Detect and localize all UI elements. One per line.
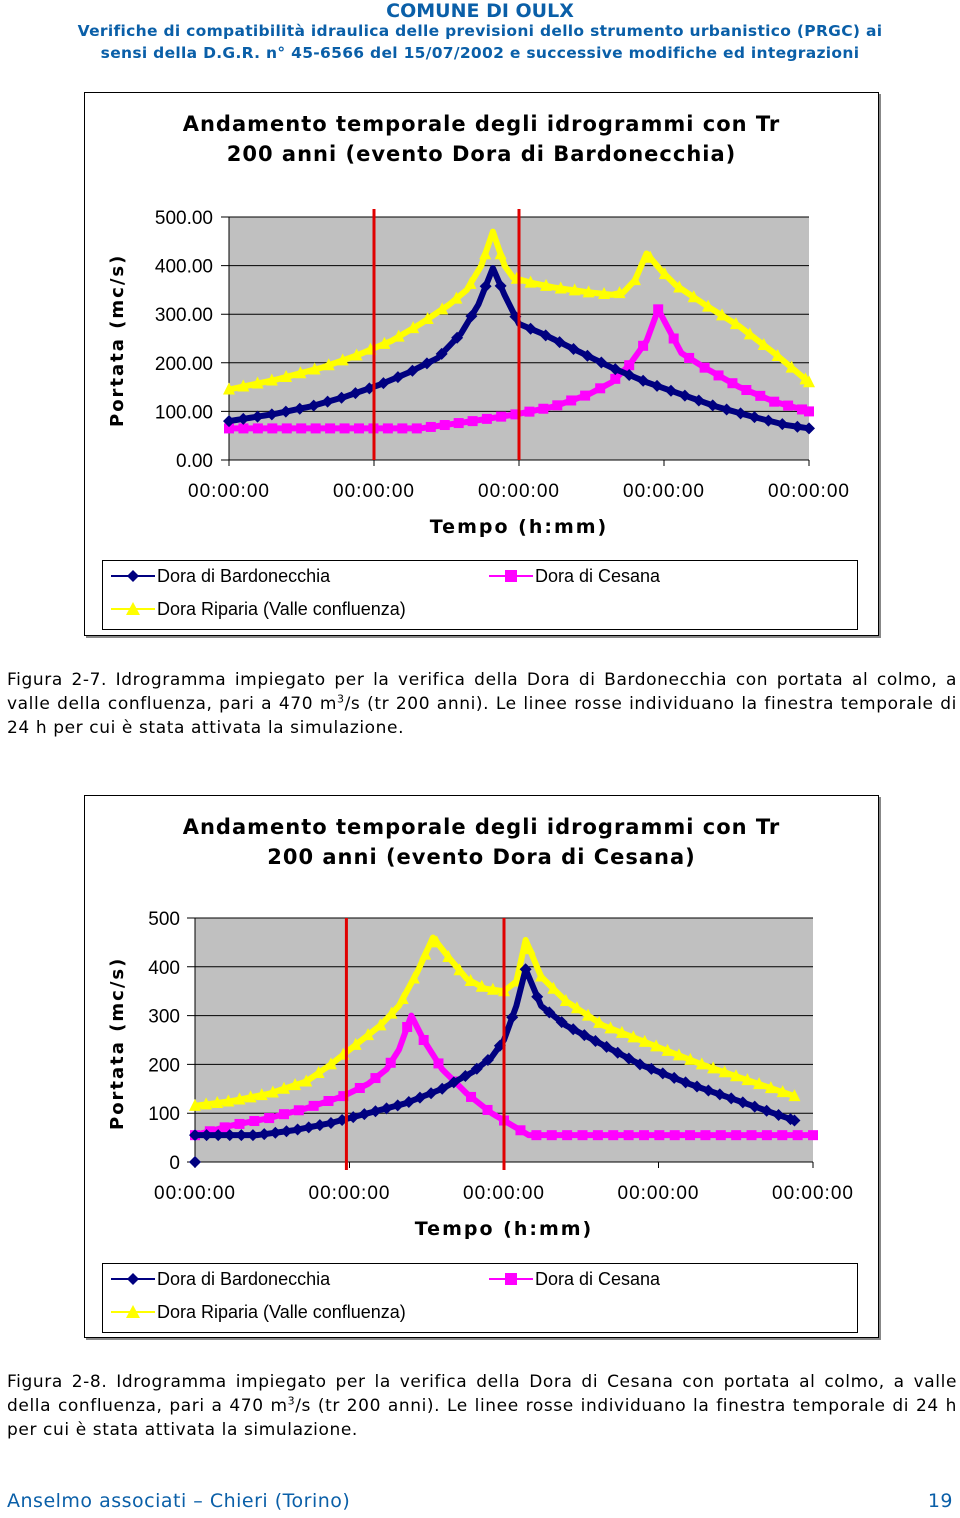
data-point [440,420,450,430]
chart-cesana [84,795,879,1338]
y-tick-label: 500 [148,909,180,930]
data-point [783,401,793,411]
x-tick-label: 00:00:00 [188,481,270,502]
x-tick-label: 00:00:00 [463,1183,545,1204]
x-tick-label: 00:00:00 [308,1183,391,1204]
data-point [624,1130,634,1140]
data-point [454,418,464,428]
data-point [639,1130,649,1140]
data-point [777,1130,787,1140]
data-point [593,1130,603,1140]
data-point [483,1105,493,1115]
chart-title-line2: 200 anni (evento Dora di Cesana) [267,845,696,869]
data-point [727,378,737,388]
data-point [808,1130,818,1140]
caption-text-cont: /s (tr 200 anni). Le linee rosse individuano la finestra temporale di 24 h per cui è stata attivata la simulazione. [7,694,957,738]
data-point [325,423,335,433]
data-point [669,334,679,344]
data-point [762,1130,772,1140]
data-point [624,360,634,370]
y-axis-label: Portata (mc/s) [107,253,128,427]
municipality-title: COMUNE DI OULX [386,0,574,22]
legend-symbol-bardonecchia [111,1270,155,1288]
legend-symbol-riparia [111,600,155,618]
x-axis-label: Tempo (h:mm) [414,1218,594,1240]
legend [102,560,858,630]
y-tick-label: 0 [169,1153,180,1174]
plot-area [85,796,878,1266]
data-point [296,423,306,433]
chart-bardonecchia [84,92,879,636]
data-point [466,1092,476,1102]
data-point [515,1125,525,1135]
data-point [309,1101,319,1111]
data-point [386,1058,396,1068]
data-point [580,391,590,401]
y-tick-label: 500.00 [154,208,213,229]
data-point [496,412,506,422]
data-point [578,1130,588,1140]
data-point [716,1130,726,1140]
legend-label-riparia: Dora Riparia (Valle confluenza) [157,1302,406,1322]
data-point [383,423,393,433]
plot-area [85,93,878,573]
page-number: 19 [927,1490,953,1512]
x-tick-label: 00:00:00 [478,481,560,502]
x-axis-label: Tempo (h:mm) [429,516,609,538]
legend-label-bardonecchia: Dora di Bardonecchia [157,566,331,586]
x-tick-label: 00:00:00 [154,1183,236,1204]
x-tick-label: 00:00:00 [623,481,705,502]
data-point [562,1130,572,1140]
legend-label-cesana: Dora di Cesana [535,566,661,586]
data-point [547,1130,557,1140]
y-tick-label: 200 [148,1055,180,1077]
data-point [412,423,422,433]
data-point [684,353,694,363]
data-point [426,422,436,432]
chart-title-line1: Andamento temporale degli idrogrammi con Tr [182,112,781,136]
data-point [747,1130,757,1140]
y-tick-label: 200.00 [154,353,213,375]
x-tick-label: 00:00:00 [772,1183,854,1204]
data-point [253,423,263,433]
caption-text-cont: /s (tr 200 anni). Le linee rosse individuano la finestra temporale di 24 h per cui è stata attivata la simulazione. [7,1396,957,1440]
y-tick-label: 0.00 [176,451,213,472]
data-point [468,416,478,426]
caption-text: Figura 2-7. Idrogramma impiegato per la verifica della Dora di Bardonecchia con portata al colmo, a valle della confluenza, pari a 470 m [7,670,957,714]
legend-symbol-cesana [489,567,533,585]
legend-symbol-riparia [111,1303,155,1321]
legend-label-cesana: Dora di Cesana [535,1269,661,1289]
data-point [397,423,407,433]
x-tick-label: 00:00:00 [617,1183,700,1204]
data-point [323,1096,333,1106]
legend-label-bardonecchia: Dora di Bardonecchia [157,1269,331,1289]
data-point [340,423,350,433]
document-subtitle-line1: Verifiche di compatibilità idraulica delle previsioni dello strumento urbanistico (PRGC) ai [77,22,883,40]
data-point [419,1035,429,1045]
document-subtitle-line2: sensi della D.G.R. n° 45-6566 del 15/07/2002 e successive modifiche ed integrazioni [100,44,860,62]
data-point [714,370,724,380]
chart-title-line2: 200 anni (evento Dora di Bardonecchia) [226,142,737,166]
data-point [264,1113,274,1123]
data-point [638,341,648,351]
data-point [238,423,248,433]
footer-firm: Anselmo associati – Chieri (Torino) [7,1490,351,1512]
data-point [769,397,779,407]
data-point [370,1073,380,1083]
y-tick-label: 300 [148,1006,180,1028]
x-tick-label: 00:00:00 [768,481,850,502]
caption-superscript: 3 [337,692,345,706]
caption-superscript: 3 [287,1394,296,1408]
data-point [355,1083,365,1093]
data-point [402,1022,412,1032]
legend [102,1263,858,1333]
data-point [741,385,751,395]
legend-symbol-bardonecchia [111,567,155,585]
x-tick-label: 00:00:00 [333,481,415,502]
legend-label-riparia: Dora Riparia (Valle confluenza) [157,599,406,619]
data-point [433,1058,443,1068]
figure-caption-2-7 [7,668,957,740]
data-point [595,383,605,393]
data-point [538,404,548,414]
y-tick-label: 400 [148,957,180,979]
data-point [249,1116,259,1126]
data-point [685,1130,695,1140]
data-point [755,391,765,401]
data-point [610,374,620,384]
data-point [294,1105,304,1115]
data-point [531,1130,541,1140]
chart-title-line1: Andamento temporale degli idrogrammi con Tr [182,815,781,839]
data-point [279,1109,289,1119]
data-point [482,414,492,424]
data-point [282,423,292,433]
caption-text: Figura 2-8. Idrogramma impiegato per la verifica della Dora di Cesana con portata al colmo, a valle della confluenza, pari a 470 m [7,1372,957,1416]
data-point [354,423,364,433]
data-point [552,400,562,410]
data-point [566,395,576,405]
data-point [524,407,534,417]
data-point [234,1119,244,1129]
data-point [804,406,814,416]
y-tick-label: 300.00 [154,305,213,327]
data-point [653,304,663,314]
y-tick-label: 100.00 [154,402,213,424]
data-point [793,1130,803,1140]
data-point [311,423,321,433]
data-point [608,1130,618,1140]
data-point [267,423,277,433]
y-tick-label: 100 [148,1104,180,1126]
y-tick-label: 400.00 [154,256,213,278]
legend-symbol-cesana [489,1270,533,1288]
data-point [700,363,710,373]
figure-caption-2-8 [7,1370,957,1442]
data-point [670,1130,680,1140]
y-axis-label: Portata (mc/s) [107,956,128,1130]
data-point [654,1130,664,1140]
data-point [700,1130,710,1140]
data-point [731,1130,741,1140]
